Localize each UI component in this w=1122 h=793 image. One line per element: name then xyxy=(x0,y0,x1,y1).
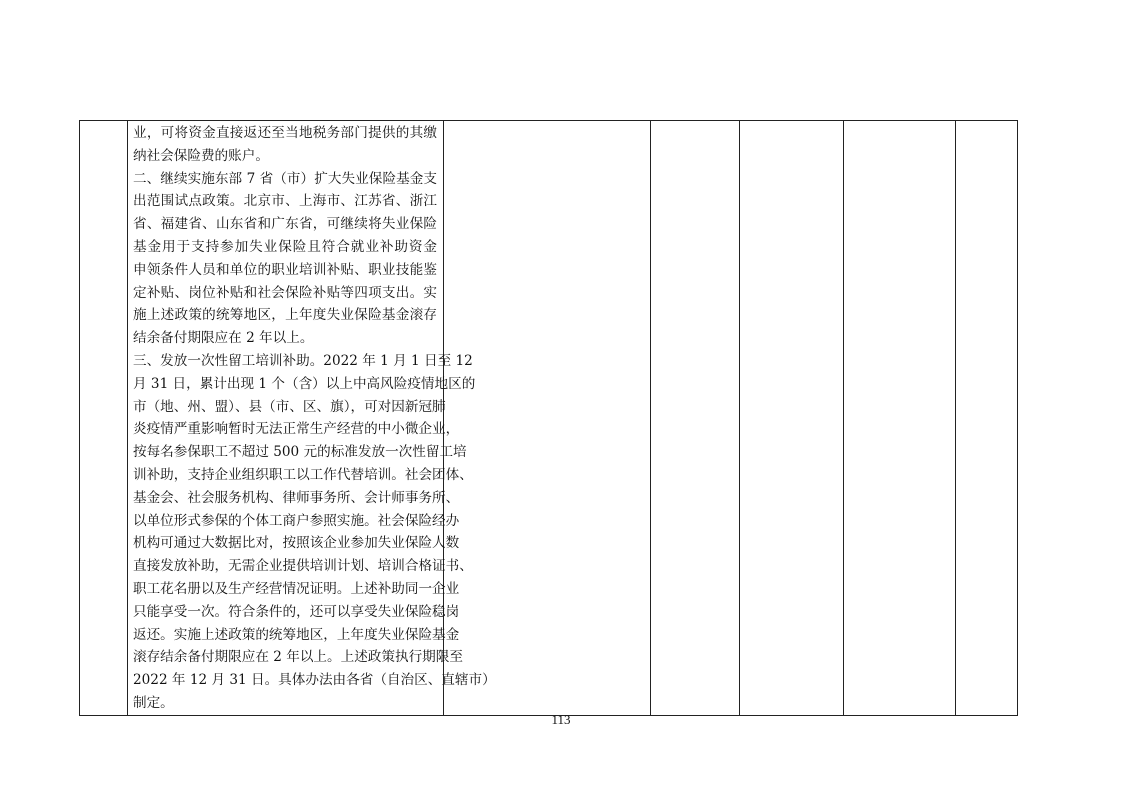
content-line: 基金会、社会服务机构、律师事务所、会计师事务所、 xyxy=(133,489,460,506)
content-line: 制定。 xyxy=(133,694,174,711)
content-line: 施上述政策的统筹地区，上年度失业保险基金滚存 xyxy=(133,307,437,324)
content-line: 结余备付期限应在 2 年以上。 xyxy=(133,330,314,347)
content-line: 出范围试点政策。北京市、上海市、江苏省、浙江 xyxy=(133,193,437,210)
empty-cell xyxy=(844,121,956,716)
content-line: 基金用于支持参加失业保险且符合就业补助资金 xyxy=(133,238,437,255)
content-line: 二、继续实施东部 7 省（市）扩大失业保险基金支 xyxy=(133,170,437,187)
content-line: 纳社会保险费的账户。 xyxy=(133,147,269,164)
policy-content-text xyxy=(128,121,496,715)
content-line: 返还。实施上述政策的统筹地区，上年度失业保险基金 xyxy=(133,626,460,643)
table-row xyxy=(80,121,1018,716)
empty-cell xyxy=(740,121,844,716)
content-line: 以单位形式参保的个体工商户参照实施。社会保险经办 xyxy=(133,512,460,529)
policy-content-cell xyxy=(128,121,496,716)
content-line: 机构可通过大数据比对，按照该企业参加失业保险人数 xyxy=(133,535,460,552)
content-line: 省、福建省、山东省和广东省，可继续将失业保险 xyxy=(133,216,437,233)
content-line: 只能享受一次。符合条件的，还可以享受失业保险稳岗 xyxy=(133,603,460,620)
content-line: 业，可将资金直接返还至当地税务部门提供的其缴 xyxy=(133,125,437,141)
page-number: 113 xyxy=(551,712,571,727)
content-line: 直接发放补助，无需企业提供培训计划、培训合格证书、 xyxy=(133,558,473,575)
policy-table xyxy=(79,120,1018,716)
content-line: 三、发放一次性留工培训补助。2022 年 1 月 1 日至 12 xyxy=(133,352,473,369)
content-line: 炎疫情严重影响暂时无法正常生产经营的中小微企业， xyxy=(133,421,460,438)
index-cell xyxy=(80,121,128,716)
content-line: 滚存结余备付期限应在 2 年以上。上述政策执行期限至 xyxy=(133,649,463,666)
content-line: 市（地、州、盟）、县（市、区、旗），可对因新冠肺 xyxy=(133,398,446,415)
content-line: 2022 年 12 月 31 日。具体办法由各省（自治区、直辖市） xyxy=(133,672,496,689)
content-line: 训补助，支持企业组织职工以工作代替培训。社会团体、 xyxy=(133,466,473,483)
content-line: 月 31 日，累计出现 1 个（含）以上中高风险疫情地区的 xyxy=(133,375,476,392)
empty-cell xyxy=(956,121,1018,716)
content-line: 申领条件人员和单位的职业培训补贴、职业技能鉴 xyxy=(133,261,437,278)
content-line: 按每名参保职工不超过 500 元的标准发放一次性留工培 xyxy=(133,444,467,461)
content-line: 职工花名册以及生产经营情况证明。上述补助同一企业 xyxy=(133,580,460,597)
empty-cell xyxy=(444,121,651,716)
content-line: 定补贴、岗位补贴和社会保险补贴等四项支出。实 xyxy=(133,284,437,301)
empty-cell xyxy=(651,121,740,716)
